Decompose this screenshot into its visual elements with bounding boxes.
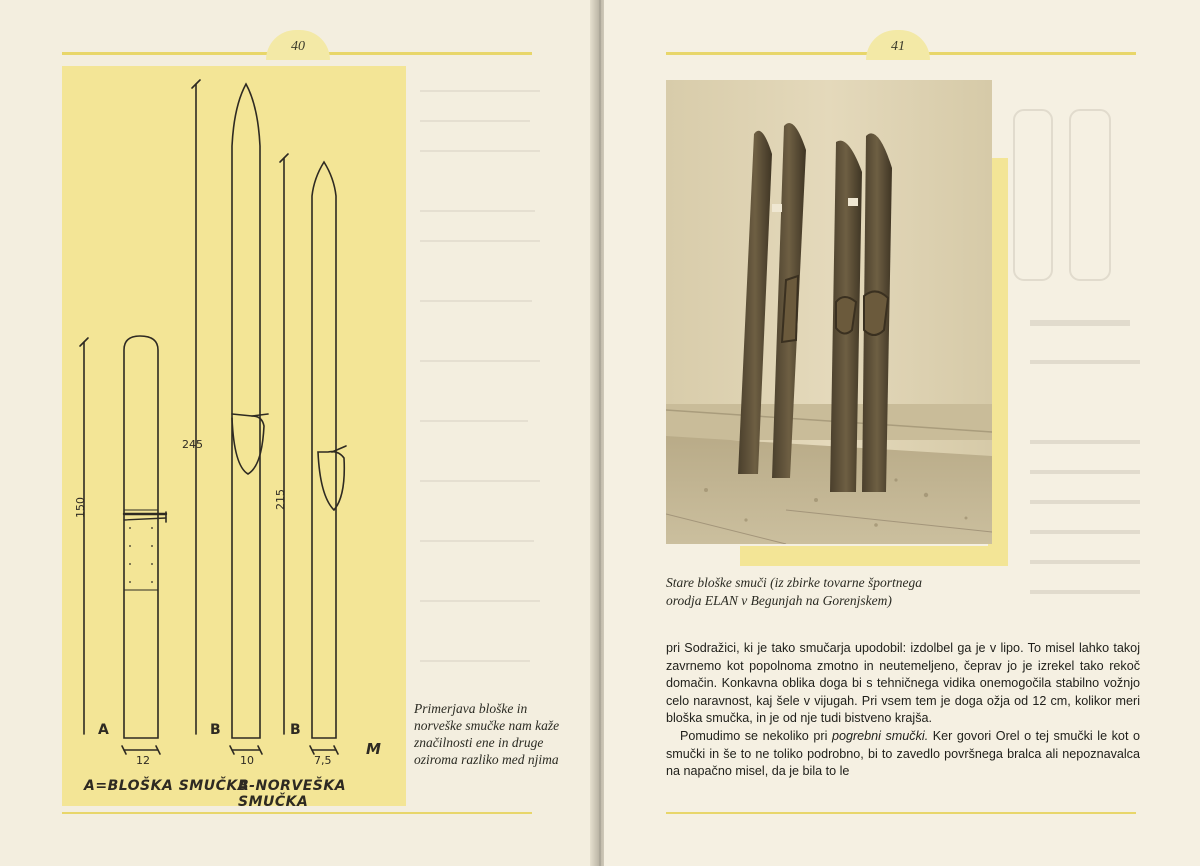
old-skis-photo [666,80,992,544]
page-number: 40 [266,30,330,60]
photo-caption: Stare bloške smuči (iz zbirke tovarne športnega orodja ELAN v Begunjah na Gorenjskem) [666,575,922,608]
ski-a-outline [124,336,158,738]
figure-caption: Primerjava bloške in norveške smučke nam kaže značilnosti ene in druge oziroma razliko med njima [414,701,560,767]
ski-b2-width-label: 7,5 [314,754,332,767]
ski-comparison-drawing [62,66,406,806]
ski-a-length-label: 150 [74,497,87,518]
legend-b: B-NORVEŠKA SMUČKA [238,778,347,810]
paragraph-2: Pomudimo se nekoliko pri pogrebni smučki. Ker govori Orel o tej smučki le kot o smučki in še to ne toliko podrobno, bi to zavedlo površnega bralca ali nepoznavalca na napačno misel, da je bila to le [666,728,1141,779]
ski-b2-letter: B [290,722,301,738]
photo-accent-bottom [740,546,1008,566]
left-page [0,0,596,866]
ski-b2-length-label: 215 [274,489,287,510]
body-text [666,640,1140,781]
ski-b1-length-label: 245 [182,438,203,451]
ski-b2-outline [312,162,336,738]
ski-b1-letter: B [210,722,221,738]
ski-a-width-label: 12 [136,754,150,767]
ski-b1-width-label: 10 [240,754,254,767]
paragraph-1: pri Sodražici, ki je tako smučarja upodobil: izdolbel ga je v lipo. To misel lahko takoj zavrnemo kot popolnoma zmotno in neutemeljeno, čeprav jo je izrekel tako rekoč domačin. Konkavna oblika doga bi s tehničnega vidika onemogočila stabilno vožnjo celo naravnost, kaj šele v vijugah. Pri vsem tem je doga ožja od 12 cm, kolikor meri bloška smučka, in je od nje tudi bistveno krajša. [666,641,1140,726]
emphasis-pogrebni: pogrebni smučki. [831,728,929,743]
ski-b1-outline [232,84,260,738]
footer-rule [62,812,532,814]
ski-a-letter: A [98,722,109,738]
page-number: 41 [866,30,930,60]
footer-rule [666,812,1136,814]
artist-initials: M [366,740,381,758]
legend-a: A=BLOŠKA SMUČKA [84,778,250,794]
figure-panel [62,66,406,810]
